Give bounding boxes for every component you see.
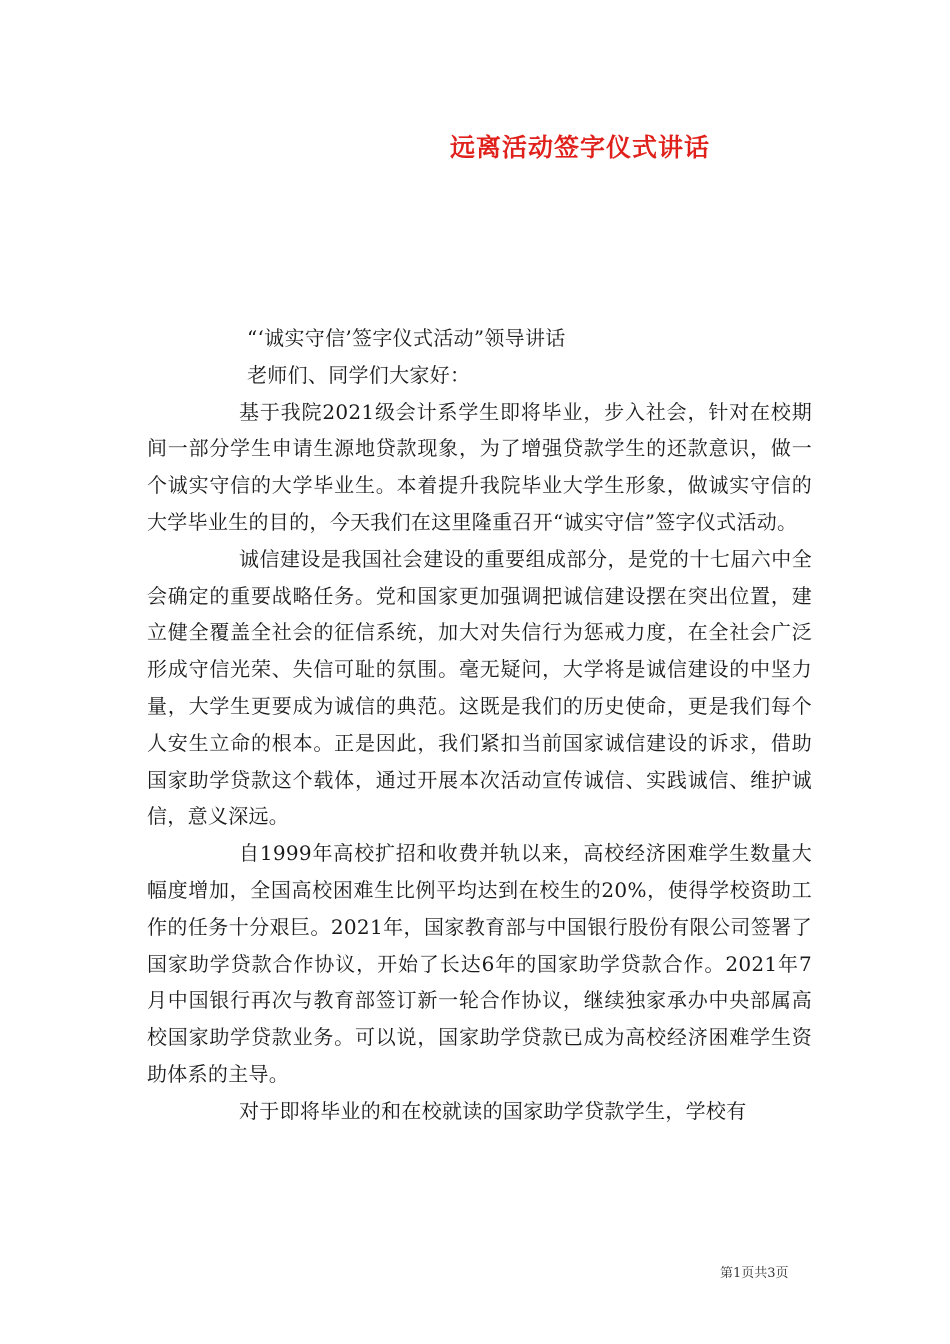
paragraph-2: 诚信建设是我国社会建设的重要组成部分，是党的十七届六中全会确定的重要战略任务。党和国家更加强调把诚信建设摆在突出位置，建立健全覆盖全社会的征信系统，加大对失信行为惩戒力度，在全社会广泛形成守信光荣、失信可耻的氛围。毫无疑问，大学将是诚信建设的中坚力量，大学生更要成为诚信的典范。这既是我们的历史使命，更是我们每个人安生立命的根本。正是因此，我们紧扣当前国家诚信建设的诉求，借助国家助学贷款这个载体，通过开展本次活动宣传诚信、实践诚信、维护诚信，意义深远。 xyxy=(147,546,812,829)
paragraph-4: 对于即将毕业的和在校就读的国家助学贷款学生，学校有 xyxy=(239,1098,747,1123)
page-number: 第1页共3页 xyxy=(720,1266,789,1281)
speech-greeting: 老师们、同学们大家好： xyxy=(247,362,471,387)
document-body xyxy=(147,320,812,1130)
speech-subtitle: “‘诚实守信’签字仪式活动”领导讲话 xyxy=(247,326,566,350)
paragraph-3: 自1999年高校扩招和收费并轨以来，高校经济困难学生数量大幅度增加，全国高校困难生比例平均达到在校生的20%，使得学校资助工作的任务十分艰巨。2021年，国家教育部与中国银行股份有限公司签署了国家助学贷款合作协议，开始了长达6年的国家助学贷款合作。2021年7月中国银行再次与教育部签订新一轮合作协议，继续独家承办中央部属高校国家助学贷款业务。可以说，国家助学贷款已成为高校经济困难学生资助体系的主导。 xyxy=(147,841,812,1086)
paragraph-1: 基于我院2021级会计系学生即将毕业，步入社会，针对在校期间一部分学生申请生源地贷款现象，为了增强贷款学生的还款意识，做一个诚实守信的大学毕业生。本着提升我院毕业大学生形象，做诚实守信的大学毕业生的目的，今天我们在这里隆重召开“诚实守信”签字仪式活动。 xyxy=(147,399,812,534)
document-title: 远离活动签字仪式讲话 xyxy=(450,133,711,162)
